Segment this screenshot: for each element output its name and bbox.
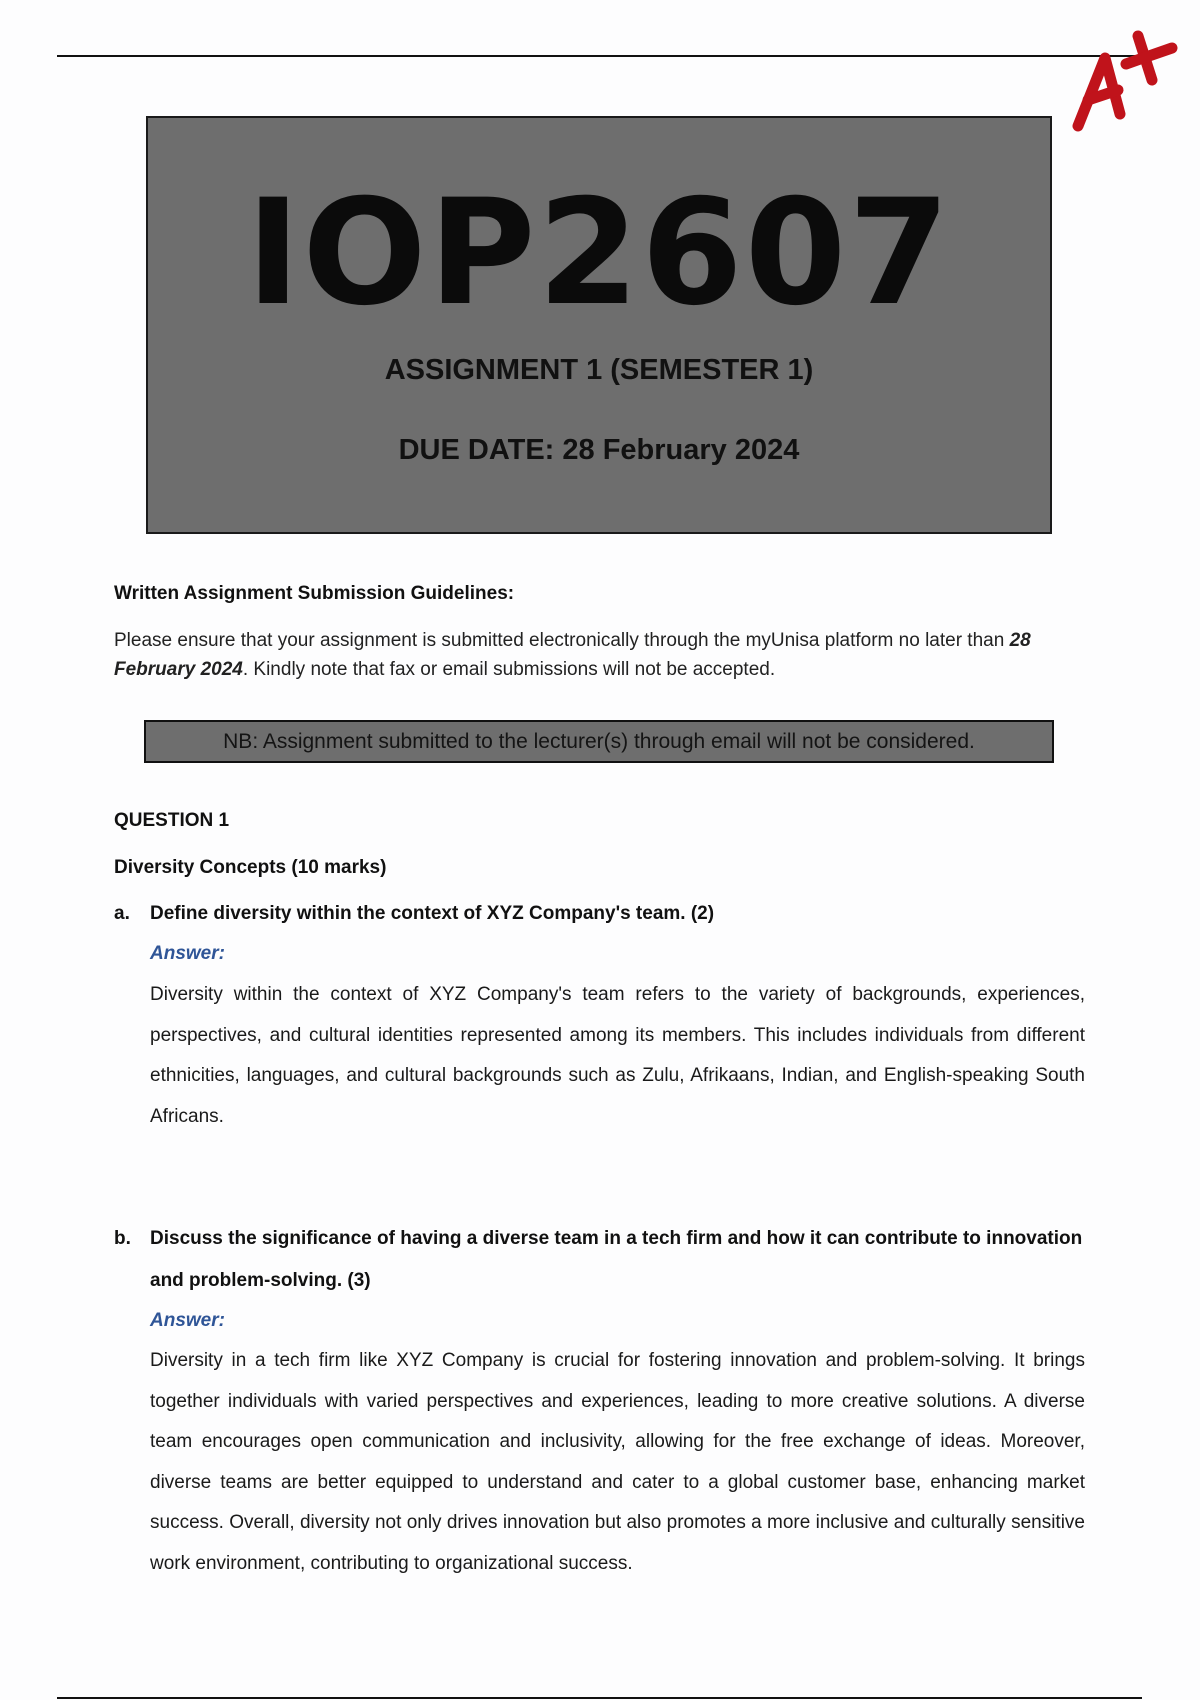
guidelines-body-suffix: . Kindly note that fax or email submissions will not be accepted. (242, 659, 776, 680)
part-marker: a. (114, 903, 130, 924)
question-subtitle: Diversity Concepts (10 marks) (114, 857, 387, 878)
course-code: IOP2607 (246, 168, 952, 338)
top-rule (57, 55, 1142, 57)
question-part-b (114, 1218, 1089, 1302)
part-question-text: Discuss the significance of having a diverse team in a tech firm and how it can contribute to innovation and problem-solving. (3) (150, 1228, 1083, 1291)
bottom-rule (57, 1697, 1142, 1699)
answer-text: Diversity in a tech firm like XYZ Company is crucial for fostering innovation and problem-solving. It brings together individuals with varied perspectives and experiences, leading to more creative solutions. A diverse team encourages open communication and inclusivity, allowing for the free exchange of ideas. Moreover, diverse teams are better equipped to understand and cater to a global customer base, enhancing market success. Overall, diversity not only drives innovation but also promotes a more inclusive and culturally sensitive work environment, contributing to organizational success. (150, 1350, 1085, 1574)
assignment-title: ASSIGNMENT 1 (SEMESTER 1) (384, 354, 814, 386)
guidelines-title: Written Assignment Submission Guidelines: (114, 583, 515, 604)
answer-label: Answer: (150, 1310, 225, 1331)
due-date: DUE DATE: 28 February 2024 (398, 434, 800, 466)
part-question-text: Define diversity within the context of XYZ Company's team. (2) (150, 903, 715, 924)
answer-label: Answer: (150, 943, 225, 964)
question-title: QUESTION 1 (114, 810, 230, 831)
guidelines-body-prefix: Please ensure that your assignment is submitted electronically through the myUnisa platform no later than (114, 630, 1005, 651)
nb-notice: NB: Assignment submitted to the lecturer(s) through email will not be considered. (144, 720, 1054, 763)
part-marker: b. (114, 1228, 131, 1249)
question-part-a (114, 893, 1089, 935)
answer-text: Diversity within the context of XYZ Company's team refers to the variety of backgrounds, experiences, perspectives, and cultural identities represented among its members. This includes individuals from different ethnicities, languages, and cultural backgrounds such as Zulu, Afrikaans, Indian, and English-speaking South Africans. (150, 984, 1085, 1127)
cover-box (146, 116, 1052, 534)
guidelines-due-date: 28 February 2024 (114, 630, 1031, 680)
guidelines-body (114, 626, 1094, 684)
grade-a-plus-mark (1060, 18, 1190, 138)
